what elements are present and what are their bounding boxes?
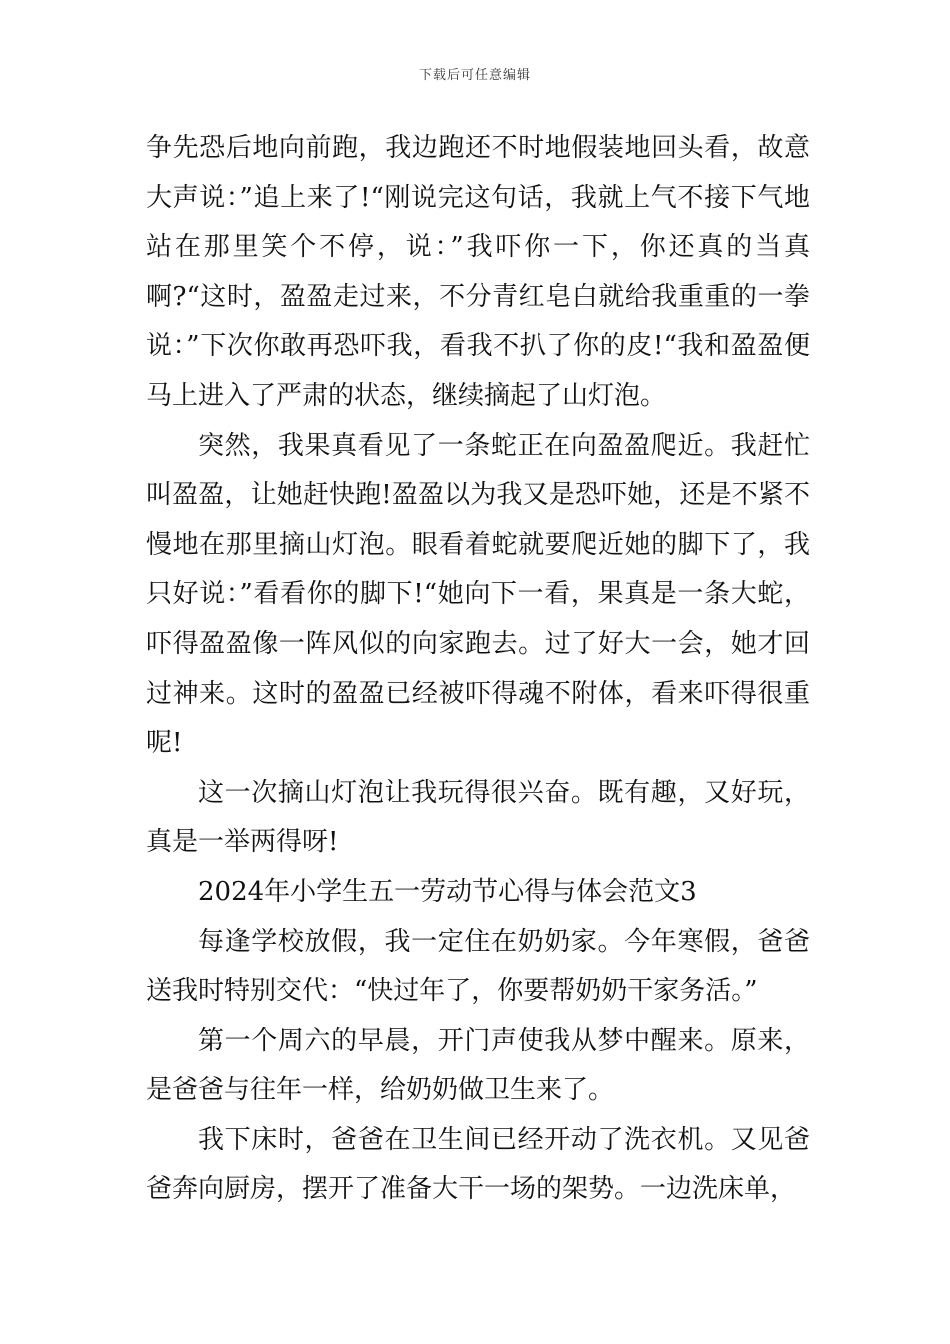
section-heading: 2024年小学生五一劳动节心得与体会范文3 <box>198 876 697 907</box>
paragraph: 我下床时，爸爸在卫生间已经开动了洗衣机。又见爸爸奔向厨房，摆开了准备大干一场的架势。一边洗床单， <box>146 1124 810 1205</box>
paragraph: 突然，我果真看见了一条蛇正在向盈盈爬近。我赶忙叫盈盈，让她赶快跑!盈盈以为我又是恐吓她，还是不紧不慢地在那里摘山灯泡。眼看着蛇就要爬近她的脚下了，我只好说：”看看你的脚下!“她向下一看，果真是一条大蛇，吓得盈盈像一阵风似的向家跑去。过了好大一会，她才回过神来。这时的盈盈已经被吓得魂不附体，看来吓得很重呢! <box>146 430 810 759</box>
paragraph: 每逢学校放假，我一定住在奶奶家。今年寒假，爸爸送我时特别交代：“快过年了，你要帮奶奶干家务活。” <box>146 926 810 1007</box>
document-body <box>146 124 810 1215</box>
paragraph: 争先恐后地向前跑，我边跑还不时地假装地回头看，故意大声说：”追上来了!“刚说完这句话，我就上气不接下气地站在那里笑个不停，说：”我吓你一下，你还真的当真啊?“这时，盈盈走过来，不分青红皂白就给我重重的一拳说：”下次你敢再恐吓我，看我不扒了你的皮!“我和盈盈便马上进入了严肃的状态，继续摘起了山灯泡。 <box>146 133 810 411</box>
paragraph: 第一个周六的早晨，开门声使我从梦中醒来。原来，是爸爸与往年一样，给奶奶做卫生来了。 <box>146 1025 810 1106</box>
header-note: 下载后可任意编辑 <box>418 68 531 83</box>
paragraph: 这一次摘山灯泡让我玩得很兴奋。既有趣，又好玩，真是一举两得呀! <box>146 777 810 858</box>
